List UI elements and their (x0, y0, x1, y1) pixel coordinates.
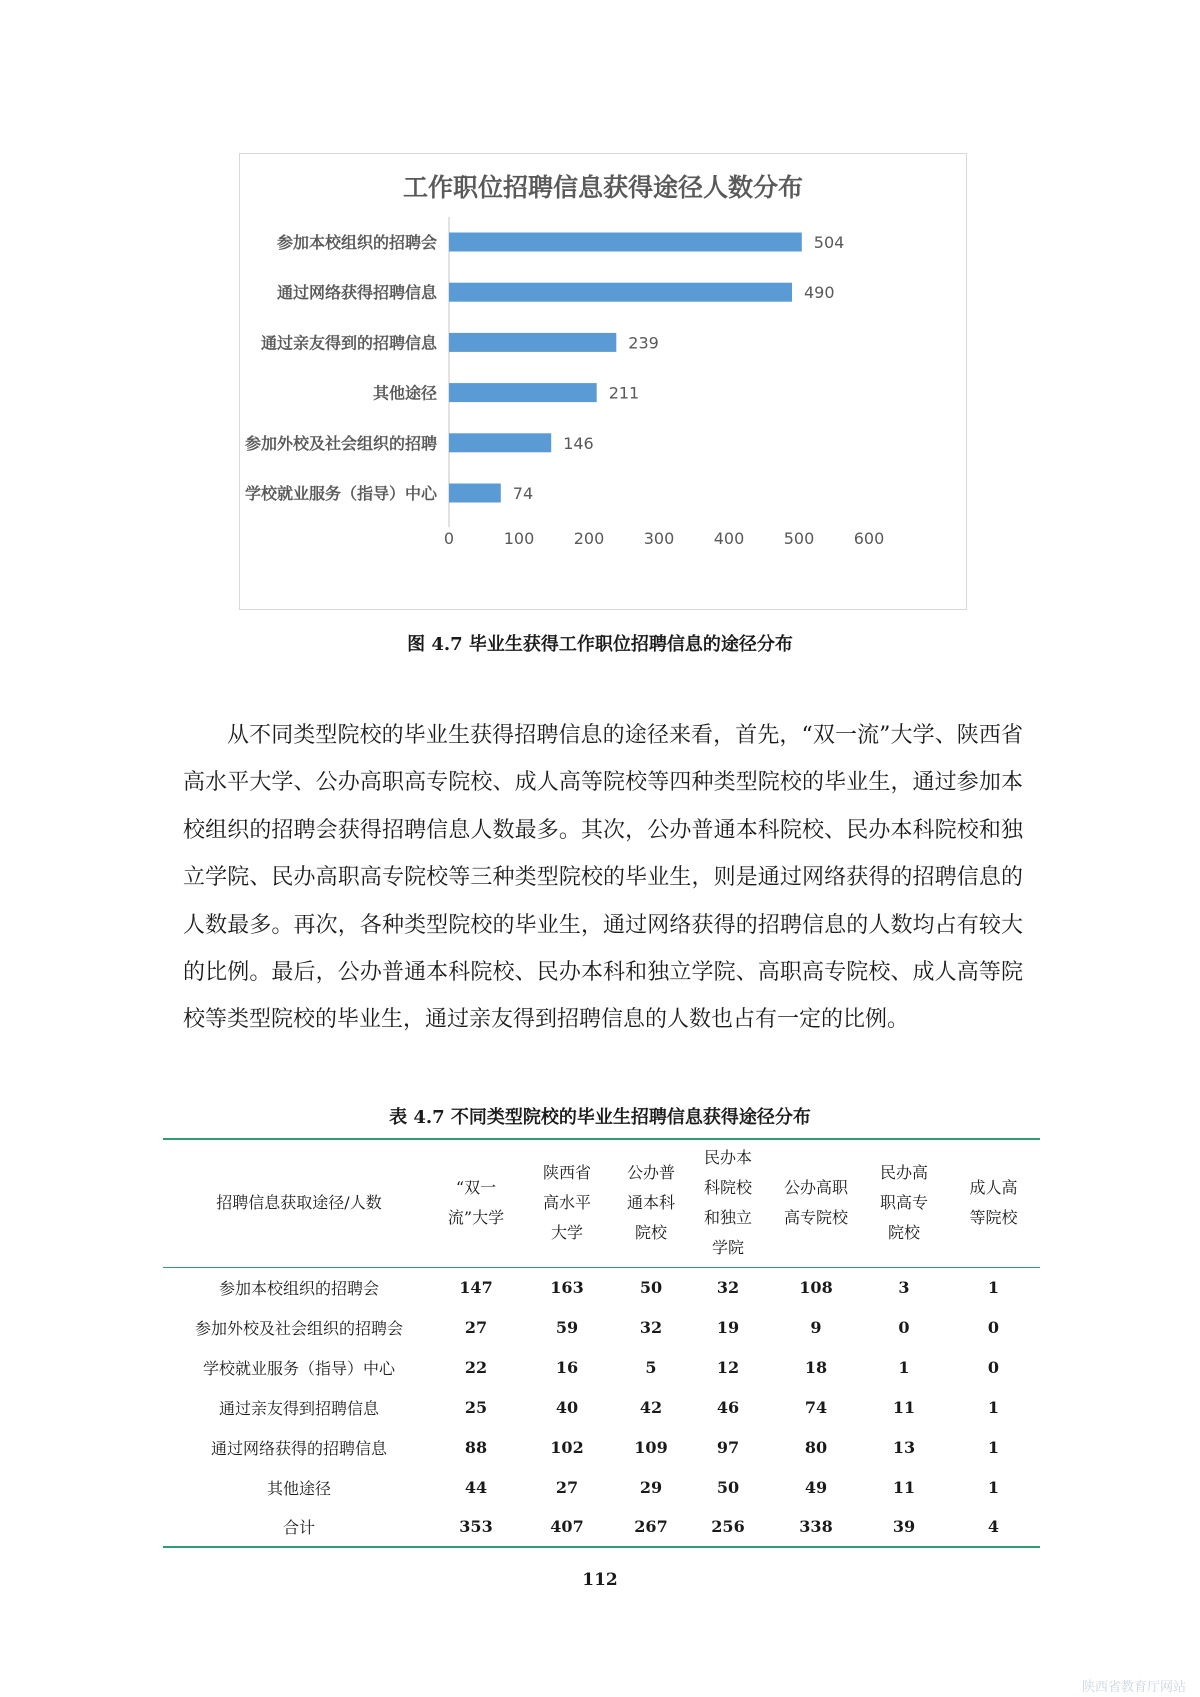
bar (449, 283, 792, 302)
header-cell: 成人高等院校 (947, 1139, 1040, 1267)
value-cell: 1 (898, 1357, 910, 1377)
data-label: 146 (563, 433, 594, 453)
table-row (163, 1387, 1040, 1427)
value-cell: 1 (987, 1397, 1000, 1417)
x-tick-label: 100 (503, 529, 535, 548)
value-cell: 27 (464, 1317, 488, 1337)
value-cell: 407 (550, 1517, 584, 1536)
table-row (163, 1507, 1040, 1547)
value-cell: 4 (987, 1517, 1000, 1536)
value-cell: 3 (898, 1277, 910, 1297)
category-label: 通过亲友得到的招聘信息 (260, 333, 437, 353)
bar (449, 433, 551, 452)
row-label-cell: 通过网络获得的招聘信息 (210, 1438, 387, 1458)
bar (449, 484, 501, 503)
row-label-cell: 其他途径 (266, 1478, 331, 1498)
data-label: 211 (608, 383, 640, 403)
header-cell: 公办高职高专院校 (771, 1139, 861, 1267)
category-label: 参加外校及社会组织的招聘 (244, 433, 437, 453)
value-cell: 0 (987, 1357, 1000, 1377)
row-label-cell: 参加外校及社会组织的招聘会 (194, 1318, 403, 1338)
value-cell: 32 (639, 1317, 663, 1337)
value-cell: 11 (892, 1477, 916, 1497)
data-label: 239 (628, 333, 659, 353)
value-cell: 46 (716, 1397, 740, 1417)
value-cell: 1 (987, 1437, 1000, 1457)
watermark: 陕西省教育厅网站 (1081, 1680, 1186, 1695)
page-number: 112 (582, 1570, 618, 1590)
bar (449, 333, 616, 352)
value-cell: 102 (550, 1437, 584, 1457)
value-cell: 353 (459, 1517, 493, 1536)
x-tick-label: 0 (443, 529, 455, 548)
header-cell: 民办本科院校和独立学院 (685, 1139, 771, 1267)
data-table (163, 1138, 1040, 1548)
value-cell: 50 (639, 1277, 663, 1297)
value-cell: 25 (464, 1397, 488, 1417)
row-label-cell: 学校就业服务（指导）中心 (202, 1358, 395, 1378)
value-cell: 11 (892, 1397, 916, 1417)
data-label: 504 (813, 233, 845, 252)
bar (449, 233, 802, 252)
table-row (163, 1427, 1040, 1467)
value-cell: 109 (634, 1437, 668, 1457)
x-tick-label: 300 (643, 529, 675, 548)
value-cell: 18 (804, 1357, 828, 1377)
header-cell: 公办普通本科院校 (617, 1139, 685, 1267)
category-label: 通过网络获得招聘信息 (276, 283, 437, 303)
table-row (163, 1467, 1040, 1507)
chart-title: 工作职位招聘信息获得途径人数分布 (402, 173, 803, 202)
value-cell: 1 (987, 1477, 1000, 1497)
table-row (163, 1307, 1040, 1347)
category-label: 学校就业服务（指导）中心 (244, 484, 437, 503)
value-cell: 19 (716, 1317, 740, 1337)
chart-plot (240, 154, 968, 611)
table-caption: 表 4.7 不同类型院校的毕业生招聘信息获得途径分布 (389, 1107, 811, 1128)
x-tick-label: 600 (853, 529, 885, 548)
row-label-cell: 参加本校组织的招聘会 (218, 1278, 379, 1298)
value-cell: 80 (804, 1437, 828, 1457)
value-cell: 0 (987, 1317, 1000, 1337)
value-cell: 40 (555, 1397, 579, 1417)
value-cell: 256 (711, 1517, 745, 1536)
category-label: 参加本校组织的招聘会 (276, 233, 437, 252)
value-cell: 108 (799, 1277, 833, 1297)
row-label-cell: 合计 (282, 1518, 315, 1537)
figure-caption: 图 4.7 毕业生获得工作职位招聘信息的途径分布 (407, 634, 793, 655)
value-cell: 39 (892, 1517, 916, 1536)
value-cell: 5 (645, 1357, 657, 1377)
value-cell: 50 (716, 1477, 740, 1497)
table-header-row (163, 1139, 1040, 1267)
body-paragraph: 从不同类型院校的毕业生获得招聘信息的途径来看，首先，“双一流”大学、陕西省高水平大学、公办高职高专院校、成人高等院校等四种类型院校的毕业生，通过参加本校组织的招聘会获得招聘信息人数最多。其次，公办普通本科院校、民办本科院校和独立学院、民办高职高专院校等三种类型院校的毕业生，则是通过网络获得的招聘信息的人数最多。再次，各种类型院校的毕业生，通过网络获得的招聘信息的人数均占有较大的比例。最后，公办普通本科院校、民办本科和独立学院、高职高专院校、成人高等院校等类型院校的毕业生，通过亲友得到招聘信息的人数也占有一定的比例。 (183, 723, 1023, 1033)
value-cell: 42 (639, 1397, 663, 1417)
x-tick-label: 400 (713, 529, 745, 548)
bar-chart (239, 153, 967, 610)
value-cell: 267 (634, 1517, 668, 1536)
x-tick-label: 500 (783, 529, 815, 548)
value-cell: 97 (716, 1437, 740, 1457)
value-cell: 32 (716, 1277, 740, 1297)
value-cell: 1 (987, 1277, 1000, 1297)
header-cell: “双一流”大学 (435, 1139, 517, 1267)
value-cell: 9 (810, 1317, 822, 1337)
header-cell: 民办高职高专院校 (861, 1139, 947, 1267)
value-cell: 44 (464, 1477, 488, 1497)
value-cell: 88 (464, 1437, 488, 1457)
value-cell: 74 (804, 1397, 828, 1417)
header-cell: 陕西省高水平大学 (517, 1139, 617, 1267)
value-cell: 163 (550, 1277, 584, 1297)
data-label: 74 (512, 484, 534, 503)
table-row (163, 1267, 1040, 1307)
row-label-cell: 通过亲友得到招聘信息 (218, 1398, 379, 1418)
value-cell: 13 (892, 1437, 916, 1457)
category-label: 其他途径 (372, 383, 437, 403)
value-cell: 147 (459, 1277, 493, 1297)
value-cell: 0 (898, 1317, 910, 1337)
header-cell: 招聘信息获取途径/人数 (163, 1139, 435, 1267)
value-cell: 27 (555, 1477, 579, 1497)
table-row (163, 1347, 1040, 1387)
x-tick-label: 200 (573, 529, 605, 548)
value-cell: 16 (555, 1357, 579, 1377)
value-cell: 12 (716, 1357, 740, 1377)
bar (449, 383, 597, 402)
value-cell: 29 (639, 1477, 663, 1497)
data-label: 490 (804, 283, 835, 303)
value-cell: 59 (555, 1317, 579, 1337)
value-cell: 338 (799, 1517, 833, 1536)
value-cell: 22 (464, 1357, 488, 1377)
value-cell: 49 (804, 1477, 828, 1497)
